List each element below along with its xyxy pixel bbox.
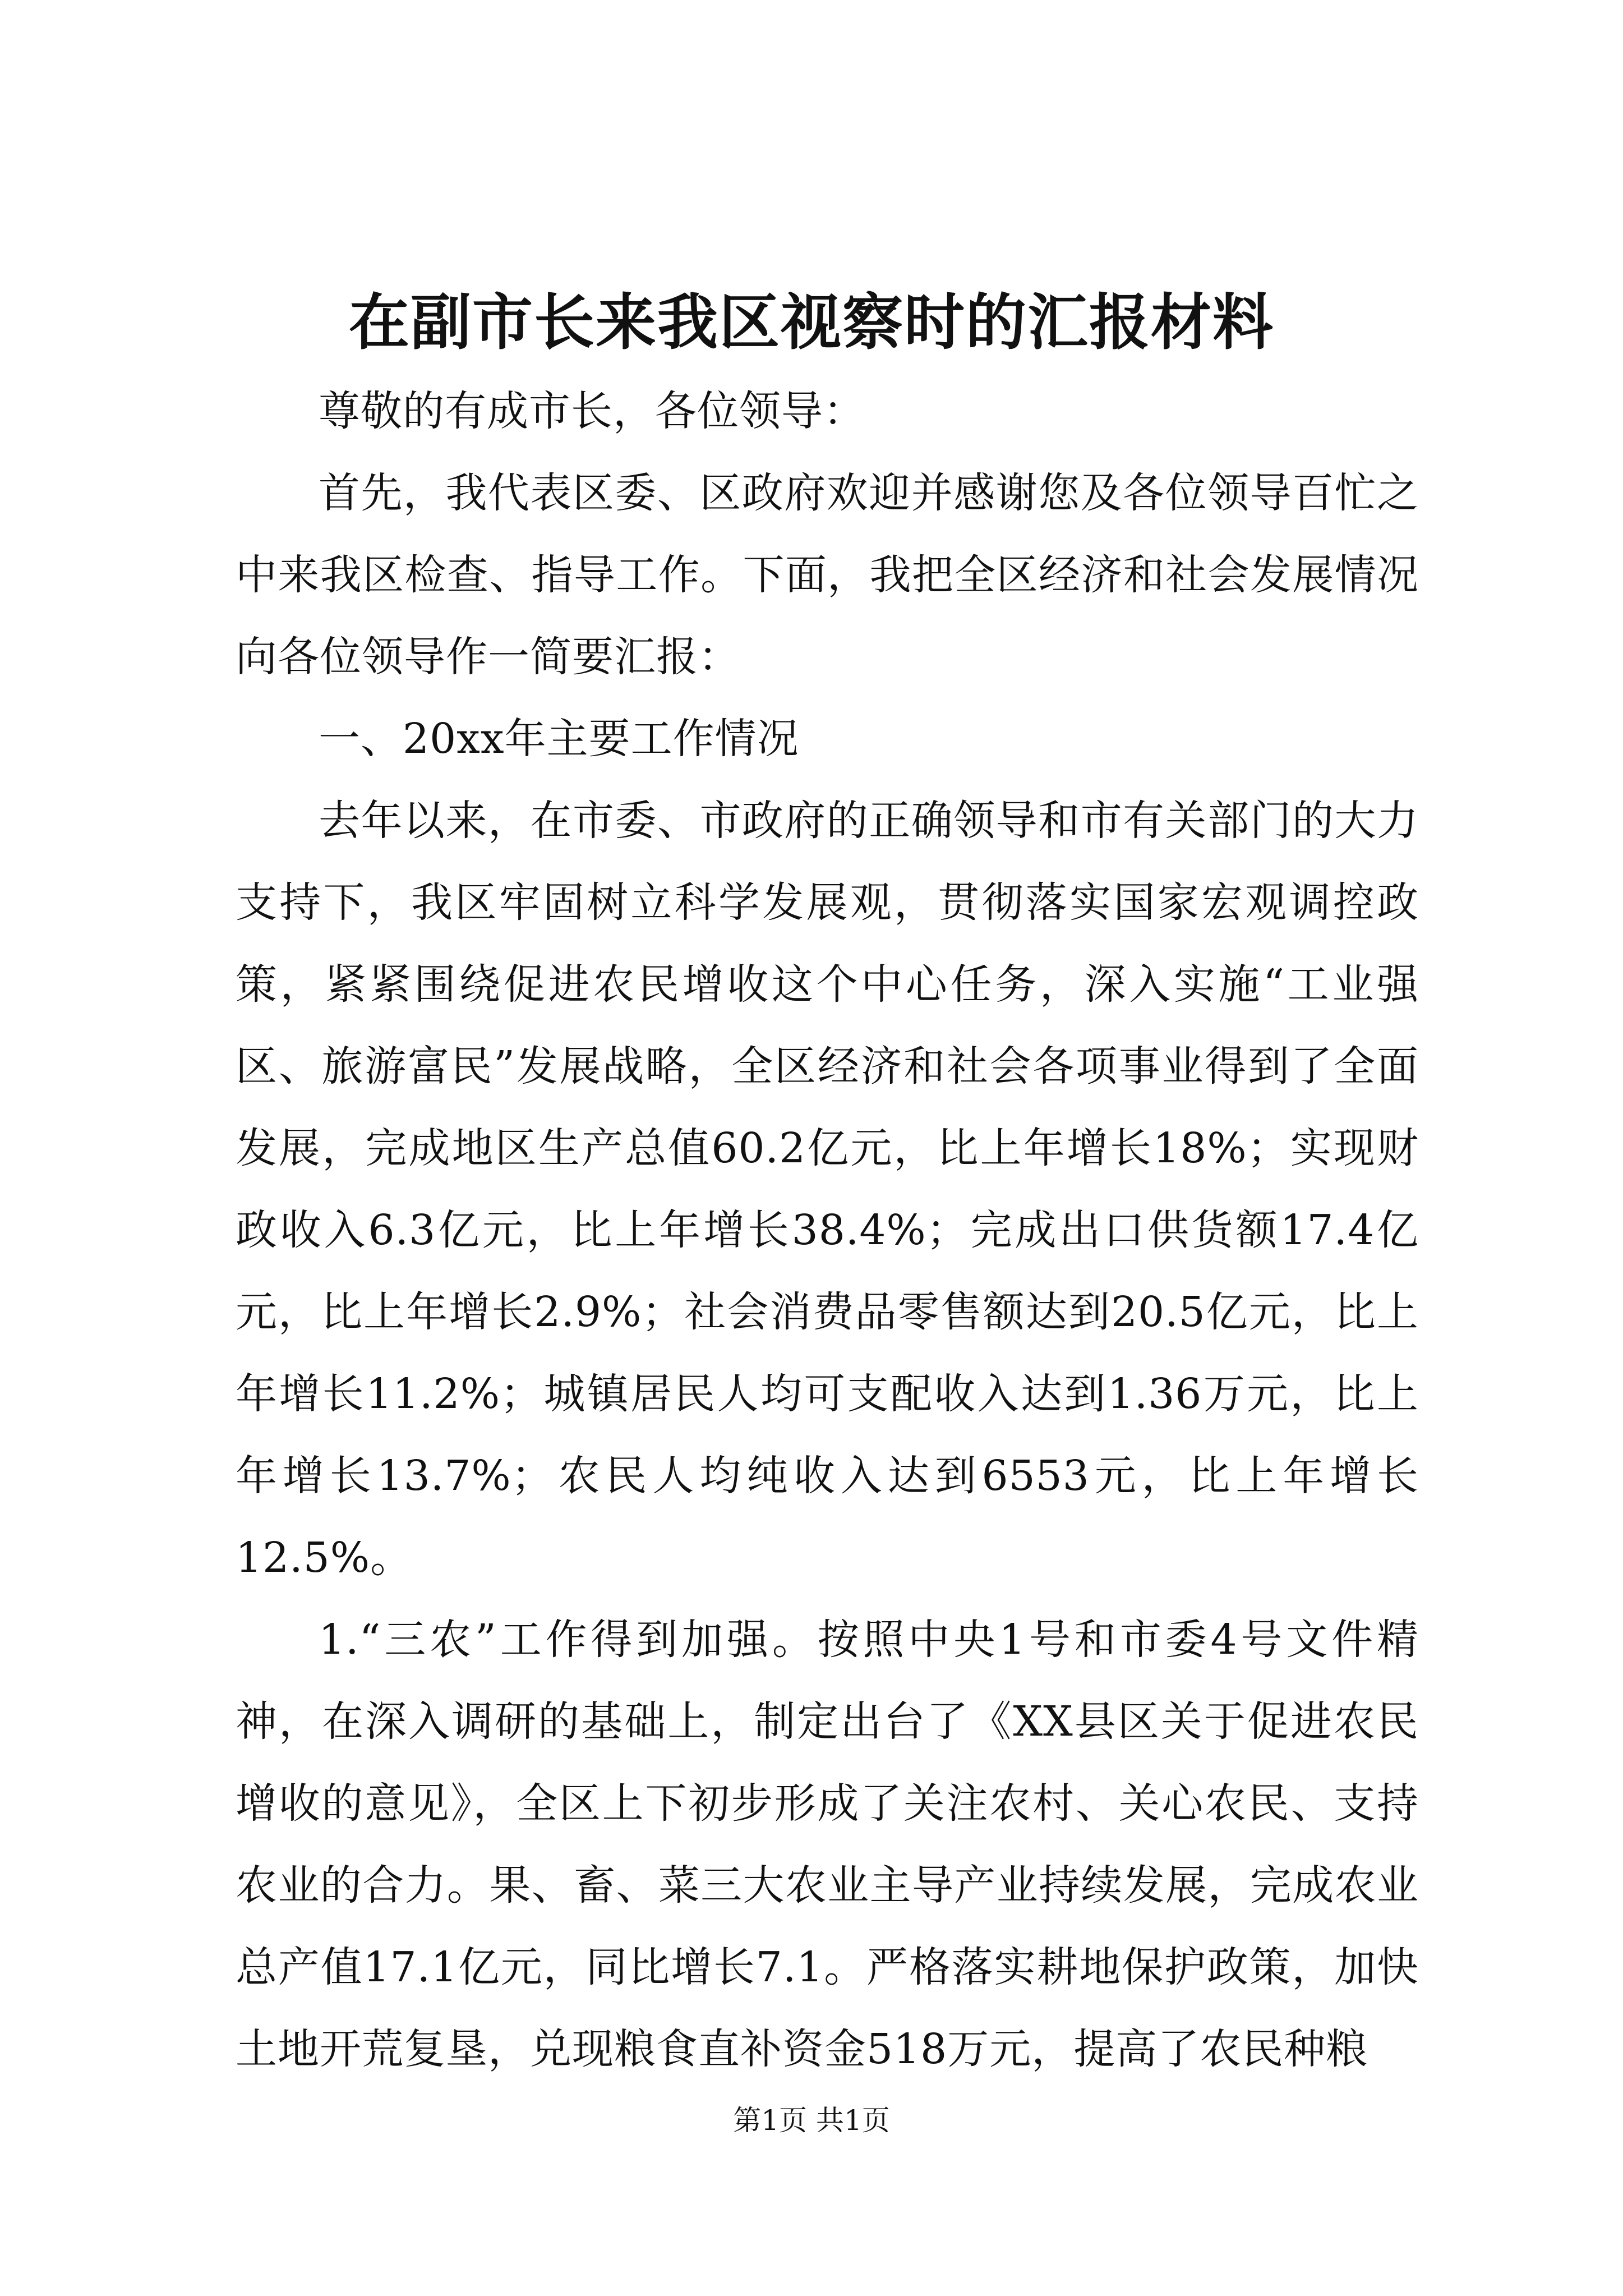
summary-paragraph: 去年以来，在市委、市政府的正确领导和市有关部门的大力支持下，我区牢固树立科学发展观，贯彻落实国家宏观调控政策，紧紧围绕促进农民增收这个中心任务，深入实施“工业强区、旅游富民”发展战略，全区经济和社会各项事业得到了全面发展，完成地区生产总值60.2亿元，比上年增长18%；实现财政收入6.3亿元，比上年增长38.4%；完成出口供货额17.4亿元，比上年增长2.9%；社会消费品零售额达到20.5亿元，比上年增长11.2%；城镇居民人均可支配收入达到1.36万元，比上年增长13.7%；农民人均纯收入达到6553元，比上年增长12.5%。 (236, 797, 1419, 1582)
agriculture-paragraph: 1.“三农”工作得到加强。按照中央1号和市委4号文件精神，在深入调研的基础上，制定出台了《XX县区关于促进农民增收的意见》，全区上下初步形成了关注农村、关心农民、支持农业的合力。果、畜、菜三大农业主导产业持续发展，完成农业总产值17.1亿元，同比增长7.1。严格落实耕地保护政策，加快土地开荒复垦，兑现粮食直补资金518万元，提高了农民种粮 (236, 1616, 1419, 2073)
document-title: 在副市长来我区视察时的汇报材料 (348, 287, 1274, 358)
page-number: 第1页 共1页 (733, 2104, 890, 2137)
salutation-paragraph: 尊敬的有成市长，各位领导： (319, 387, 865, 435)
intro-paragraph: 首先，我代表区委、区政府欢迎并感谢您及各位领导百忙之中来我区检查、指导工作。下面，我把全区经济和社会发展情况向各位领导作一简要汇报： (236, 469, 1419, 681)
section-heading: 一、20xx年主要工作情况 (319, 715, 799, 763)
document-body (236, 370, 1419, 2090)
